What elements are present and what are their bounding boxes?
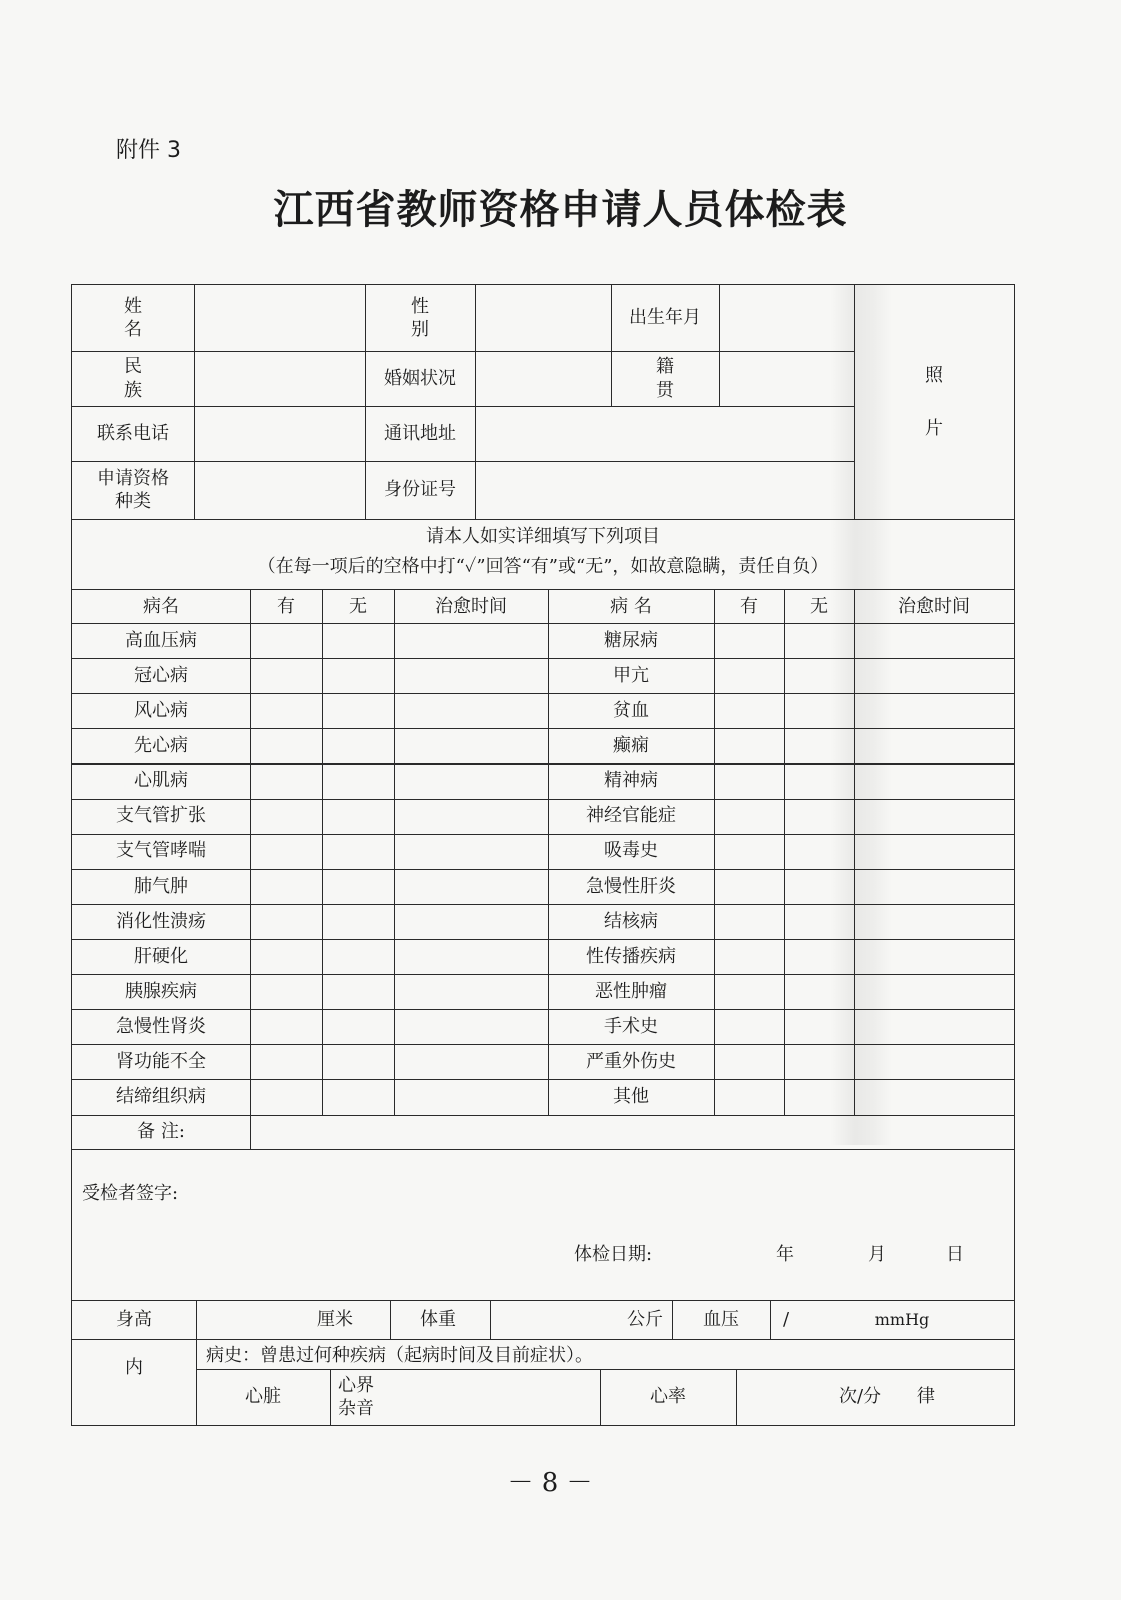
gridline — [719, 285, 720, 406]
checkbox-cell-cure-left[interactable] — [394, 869, 548, 904]
disease-name-left: 肾功能不全 — [116, 1051, 206, 1073]
gridline — [72, 1300, 1014, 1301]
photo-label-2: 片 — [925, 418, 943, 439]
weight-field[interactable] — [486, 1300, 616, 1340]
checkbox-cell-no-left[interactable] — [322, 834, 394, 869]
page-title: 江西省教师资格申请人员体检表 — [273, 186, 848, 233]
gridline — [72, 658, 1014, 659]
qualification-label-line1: 申请资格 — [97, 467, 169, 489]
heart-rate-unit: 次/分 — [838, 1386, 882, 1408]
gridline — [194, 285, 195, 519]
remarks-label: 备 注: — [137, 1121, 185, 1143]
checkbox-cell-cure-right[interactable] — [854, 834, 1014, 869]
gridline — [72, 1044, 1014, 1045]
ethnicity-label: 民 族 — [124, 356, 166, 401]
border-murmur-field[interactable] — [388, 1369, 600, 1425]
checkbox-cell-cure-left[interactable] — [394, 939, 548, 974]
checkbox-cell-yes-left[interactable] — [250, 623, 322, 658]
disease-name-left: 急慢性肾炎 — [116, 1015, 206, 1037]
heart-label: 心脏 — [245, 1386, 281, 1408]
header-no-left: 无 — [349, 596, 367, 618]
marital-label: 婚姻状况 — [384, 367, 456, 389]
checkbox-cell-yes-left[interactable] — [250, 974, 322, 1009]
disease-name-right: 癫痫 — [613, 735, 649, 757]
checkbox-cell-no-right[interactable] — [784, 974, 854, 1009]
checkbox-cell-no-left[interactable] — [322, 1009, 394, 1044]
checkbox-cell-yes-left[interactable] — [250, 693, 322, 728]
checkbox-cell-no-left[interactable] — [322, 974, 394, 1009]
checkbox-cell-yes-left[interactable] — [250, 728, 322, 763]
gridline — [72, 693, 1014, 694]
disease-name-right: 吸毒史 — [604, 840, 658, 862]
disease-name-right: 糖尿病 — [604, 629, 658, 651]
signature-area[interactable] — [372, 1149, 1014, 1239]
border-murmur-label — [330, 1369, 388, 1425]
checkbox-cell-no-left[interactable] — [322, 939, 394, 974]
checkbox-cell-cure-right[interactable] — [854, 658, 1014, 693]
checkbox-cell-cure-right[interactable] — [854, 623, 1014, 658]
disease-name-left: 肝硬化 — [134, 945, 188, 967]
checkbox-cell-yes-left[interactable] — [250, 799, 322, 834]
gridline — [72, 351, 854, 352]
checkbox-cell-cure-left[interactable] — [394, 1079, 548, 1114]
checkbox-cell-no-left[interactable] — [322, 1044, 394, 1079]
disease-name-right: 急慢性肝炎 — [586, 875, 676, 897]
attachment-label: 附件 3 — [116, 138, 181, 163]
checkbox-cell-yes-left[interactable] — [250, 834, 322, 869]
checkbox-cell-yes-right[interactable] — [714, 1009, 784, 1044]
remarks-field[interactable] — [250, 1115, 1014, 1149]
checkbox-cell-yes-right[interactable] — [714, 904, 784, 939]
medical-exam-form — [71, 284, 1015, 1426]
height-label: 身高 — [116, 1309, 152, 1331]
gridline — [72, 728, 1014, 729]
disease-name-right: 其他 — [613, 1086, 649, 1108]
header-disease-left: 病名 — [143, 596, 179, 618]
checkbox-cell-cure-left[interactable] — [394, 1044, 548, 1079]
gridline — [72, 623, 1014, 624]
instruction-line1: 请本人如实详细填写下列项目 — [426, 526, 660, 548]
checkbox-cell-yes-right[interactable] — [714, 1044, 784, 1079]
gridline — [475, 285, 476, 519]
name-field[interactable] — [194, 285, 365, 351]
instruction-line2: （在每一项后的空格中打“✓”回答“有”或“无”，如故意隐瞒，责任自负） — [257, 556, 829, 578]
checkbox-cell-cure-left[interactable] — [394, 658, 548, 693]
checkbox-cell-cure-right[interactable] — [854, 693, 1014, 728]
disease-name-right: 结核病 — [604, 910, 658, 932]
qualification-label-line2: 种类 — [115, 491, 151, 512]
height-unit: 厘米 — [317, 1309, 353, 1331]
checkbox-cell-yes-left[interactable] — [250, 1009, 322, 1044]
disease-name-left: 风心病 — [134, 700, 188, 722]
checkbox-cell-no-right[interactable] — [784, 693, 854, 728]
checkbox-cell-no-left[interactable] — [322, 799, 394, 834]
birth-label: 出生年月 — [629, 307, 701, 329]
exam-date-day: 日 — [946, 1244, 964, 1266]
gridline — [600, 1369, 601, 1425]
disease-name-right: 神经官能症 — [586, 805, 676, 827]
checkbox-cell-cure-right[interactable] — [854, 1079, 1014, 1114]
gridline — [736, 1369, 737, 1425]
checkbox-cell-no-right[interactable] — [784, 799, 854, 834]
checkbox-cell-no-right[interactable] — [784, 1079, 854, 1114]
page-number: － 8 － — [507, 1468, 593, 1498]
heart-rate-label: 心率 — [650, 1386, 686, 1408]
gridline — [72, 1079, 1014, 1080]
checkbox-cell-yes-left[interactable] — [250, 1044, 322, 1079]
checkbox-cell-yes-right[interactable] — [714, 974, 784, 1009]
gridline — [394, 589, 395, 1115]
checkbox-cell-no-right[interactable] — [784, 904, 854, 939]
gender-label: 性 别 — [411, 295, 453, 340]
checkbox-cell-cure-left[interactable] — [394, 799, 548, 834]
gridline — [490, 1300, 491, 1340]
gridline — [72, 1149, 1014, 1150]
photo-label-1: 照 — [925, 364, 943, 386]
checkbox-cell-yes-right[interactable] — [714, 728, 784, 763]
gridline — [196, 1300, 197, 1425]
address-label: 通讯地址 — [384, 422, 456, 444]
checkbox-cell-no-left[interactable] — [322, 693, 394, 728]
internal-label: 内 — [125, 1357, 143, 1379]
checkbox-cell-yes-right[interactable] — [714, 869, 784, 904]
checkbox-cell-cure-left[interactable] — [394, 904, 548, 939]
header-cure-right: 治愈时间 — [898, 596, 970, 618]
qualification-field[interactable] — [194, 461, 365, 519]
checkbox-cell-no-left[interactable] — [322, 869, 394, 904]
checkbox-cell-no-right[interactable] — [784, 728, 854, 763]
gridline — [770, 1300, 771, 1340]
checkbox-cell-no-left[interactable] — [322, 904, 394, 939]
disease-name-right: 手术史 — [604, 1015, 658, 1037]
checkbox-cell-no-right[interactable] — [784, 1009, 854, 1044]
checkbox-cell-cure-left[interactable] — [394, 693, 548, 728]
checkbox-cell-no-right[interactable] — [784, 658, 854, 693]
checkbox-cell-cure-left[interactable] — [394, 974, 548, 1009]
gridline — [72, 519, 1014, 520]
checkbox-cell-yes-right[interactable] — [714, 693, 784, 728]
gridline — [72, 869, 1014, 870]
disease-name-left: 冠心病 — [134, 664, 188, 686]
phone-field[interactable] — [194, 406, 365, 461]
checkbox-cell-cure-right[interactable] — [854, 1009, 1014, 1044]
disease-name-left: 胰腺疾病 — [125, 980, 197, 1002]
disease-name-left: 肺气肿 — [134, 875, 188, 897]
gridline — [322, 589, 323, 1115]
gridline — [390, 1300, 391, 1340]
checkbox-cell-no-left[interactable] — [322, 623, 394, 658]
disease-name-right: 贫血 — [613, 700, 649, 722]
disease-name-left: 先心病 — [134, 735, 188, 757]
address-field[interactable] — [475, 406, 854, 461]
checkbox-cell-cure-left[interactable] — [394, 763, 548, 798]
checkbox-cell-cure-right[interactable] — [854, 1044, 1014, 1079]
history-label: 病史：曾患过何种疾病（起病时间及目前症状）。 — [206, 1345, 593, 1367]
gridline — [72, 1009, 1014, 1010]
gridline — [548, 589, 549, 1115]
bp-unit: mmHg — [874, 1309, 930, 1329]
gridline — [72, 1115, 1014, 1116]
gridline — [72, 939, 1014, 940]
disease-name-left: 支气管哮喘 — [116, 840, 206, 862]
gridline — [72, 589, 1014, 590]
header-cure-left: 治愈时间 — [435, 596, 507, 618]
checkbox-cell-yes-right[interactable] — [714, 799, 784, 834]
rhythm-label: 律 — [917, 1386, 935, 1408]
checkbox-cell-yes-right[interactable] — [714, 763, 784, 798]
checkbox-cell-cure-right[interactable] — [854, 869, 1014, 904]
disease-name-left: 结缔组织病 — [116, 1086, 206, 1108]
disease-name-right: 性传播疾病 — [586, 945, 676, 967]
border-label: 心界 — [338, 1374, 374, 1396]
checkbox-cell-cure-left[interactable] — [394, 1009, 548, 1044]
disease-name-left: 心肌病 — [134, 770, 188, 792]
checkbox-cell-cure-right[interactable] — [854, 939, 1014, 974]
gridline — [72, 406, 854, 407]
disease-name-right: 精神病 — [604, 770, 658, 792]
gridline — [72, 763, 1014, 764]
gridline — [72, 1339, 1014, 1340]
gridline — [72, 974, 1014, 975]
checkbox-cell-yes-right[interactable] — [714, 939, 784, 974]
signature-label: 受检者签字: — [82, 1183, 179, 1205]
disease-name-right: 恶性肿瘤 — [595, 980, 667, 1002]
native-label: 籍 贯 — [656, 356, 698, 401]
checkbox-cell-yes-right[interactable] — [714, 1079, 784, 1114]
bp-separator: / — [782, 1309, 790, 1331]
disease-name-left: 高血压病 — [125, 629, 197, 651]
checkbox-cell-cure-right[interactable] — [854, 974, 1014, 1009]
checkbox-cell-yes-left[interactable] — [250, 939, 322, 974]
weight-label: 体重 — [420, 1309, 456, 1331]
disease-name-left: 支气管扩张 — [116, 805, 206, 827]
header-no-right: 无 — [810, 596, 828, 618]
checkbox-cell-cure-right[interactable] — [854, 763, 1014, 798]
gender-field[interactable] — [475, 285, 611, 351]
exam-date-month: 月 — [868, 1244, 886, 1266]
exam-date-label: 体检日期: — [573, 1244, 653, 1266]
phone-label: 联系电话 — [97, 422, 169, 444]
marital-field[interactable] — [475, 351, 611, 406]
checkbox-cell-no-right[interactable] — [784, 834, 854, 869]
name-label: 姓 名 — [124, 295, 166, 340]
checkbox-cell-no-left[interactable] — [322, 658, 394, 693]
checkbox-cell-no-right[interactable] — [784, 763, 854, 798]
checkbox-cell-yes-left[interactable] — [250, 869, 322, 904]
disease-name-right: 严重外伤史 — [586, 1051, 676, 1073]
header-disease-right: 病 名 — [610, 596, 652, 618]
gridline — [196, 1369, 1014, 1370]
gridline — [365, 285, 366, 519]
qualification-label — [72, 461, 194, 519]
heart-rate-field[interactable] — [736, 1369, 832, 1425]
gridline — [250, 589, 251, 1149]
exam-date-year: 年 — [776, 1244, 794, 1266]
checkbox-cell-cure-right[interactable] — [854, 799, 1014, 834]
header-yes-left: 有 — [277, 596, 295, 618]
checkbox-cell-cure-right[interactable] — [854, 728, 1014, 763]
gridline — [611, 285, 612, 406]
checkbox-cell-no-right[interactable] — [784, 869, 854, 904]
photo-box[interactable] — [854, 285, 1014, 519]
checkbox-cell-yes-right[interactable] — [714, 834, 784, 869]
checkbox-cell-yes-left[interactable] — [250, 763, 322, 798]
checkbox-cell-no-right[interactable] — [784, 623, 854, 658]
id-label: 身份证号 — [384, 479, 456, 501]
checkbox-cell-yes-left[interactable] — [250, 904, 322, 939]
checkbox-cell-no-right[interactable] — [784, 939, 854, 974]
checkbox-cell-yes-left[interactable] — [250, 1079, 322, 1114]
checkbox-cell-yes-right[interactable] — [714, 658, 784, 693]
gridline — [72, 799, 1014, 800]
checkbox-cell-yes-right[interactable] — [714, 623, 784, 658]
ethnicity-field[interactable] — [194, 351, 365, 406]
gridline — [72, 904, 1014, 905]
murmur-label: 杂音 — [338, 1398, 374, 1419]
weight-unit: 公斤 — [627, 1309, 663, 1331]
gridline — [854, 285, 855, 519]
checkbox-cell-no-left[interactable] — [322, 1079, 394, 1114]
checkbox-cell-cure-left[interactable] — [394, 623, 548, 658]
gridline — [72, 834, 1014, 835]
native-field[interactable] — [719, 351, 854, 406]
gridline — [672, 1300, 673, 1340]
checkbox-cell-no-left[interactable] — [322, 728, 394, 763]
id-field[interactable] — [475, 461, 854, 519]
checkbox-cell-no-left[interactable] — [322, 763, 394, 798]
header-yes-right: 有 — [740, 596, 758, 618]
birth-field[interactable] — [719, 285, 854, 351]
checkbox-cell-cure-left[interactable] — [394, 834, 548, 869]
checkbox-cell-cure-right[interactable] — [854, 904, 1014, 939]
gridline — [784, 589, 785, 1115]
checkbox-cell-no-right[interactable] — [784, 1044, 854, 1079]
gridline — [72, 461, 854, 462]
gridline — [714, 589, 715, 1115]
bp-label: 血压 — [703, 1309, 739, 1331]
disease-name-left: 消化性溃疡 — [116, 910, 206, 932]
gridline — [854, 589, 855, 1115]
checkbox-cell-yes-left[interactable] — [250, 658, 322, 693]
checkbox-cell-cure-left[interactable] — [394, 728, 548, 763]
disease-name-right: 甲亢 — [613, 664, 649, 686]
gridline — [330, 1369, 331, 1425]
